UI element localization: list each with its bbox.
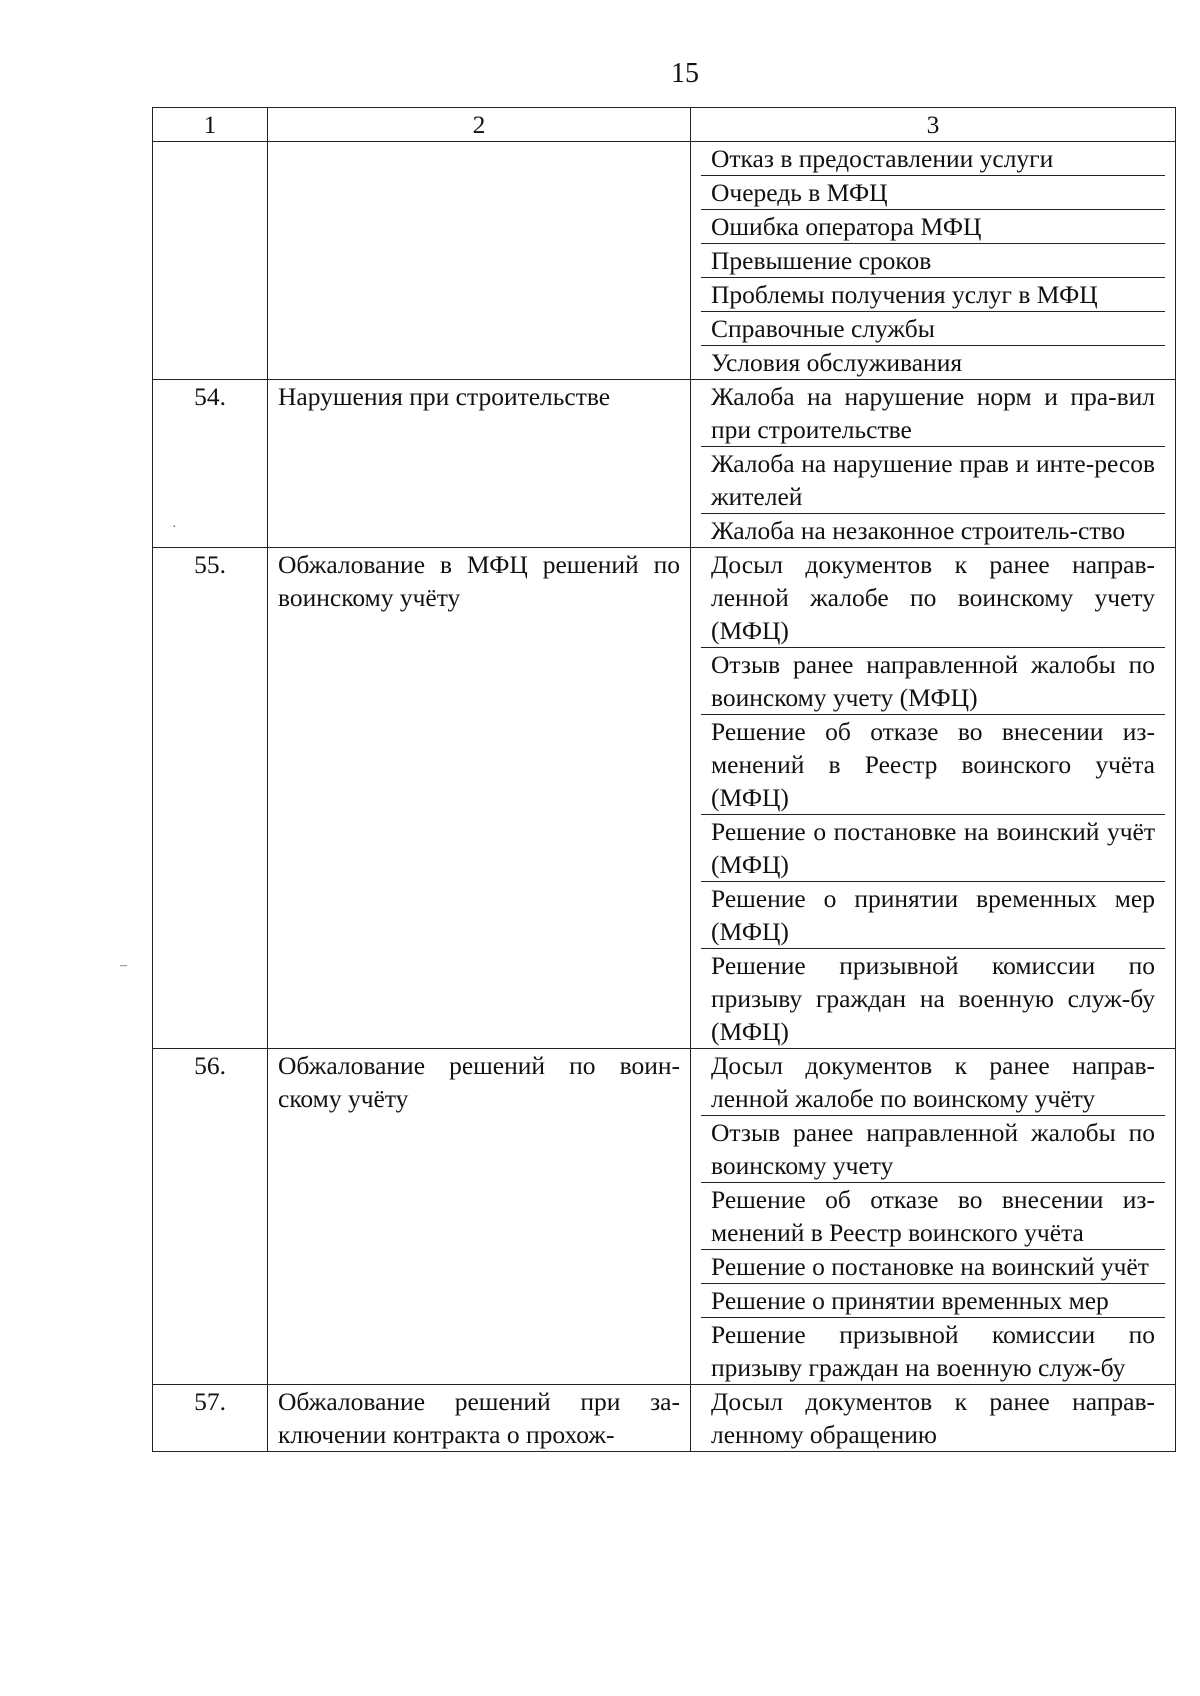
row-category bbox=[268, 142, 691, 380]
subtopic-item: Решение об отказе во внесении из-менений в Реестр воинского учёта (МФЦ) bbox=[701, 714, 1165, 814]
header-col-3: 3 bbox=[691, 108, 1176, 142]
subtopic-item: Решение о принятии временных мер bbox=[701, 1283, 1165, 1317]
subtopic-item: Отзыв ранее направленной жалобы по воинскому учету (МФЦ) bbox=[701, 647, 1165, 714]
header-col-1: 1 bbox=[153, 108, 268, 142]
row-number: 57. bbox=[153, 1385, 268, 1452]
subtopic-item: Решение о принятии временных мер (МФЦ) bbox=[701, 881, 1165, 948]
row-subtopics bbox=[691, 142, 1176, 380]
subtopic-item: Проблемы получения услуг в МФЦ bbox=[701, 277, 1165, 311]
subtopic-item: Отказ в предоставлении услуги bbox=[711, 144, 1054, 173]
row-category: Обжалование в МФЦ решений по воинскому учёту bbox=[268, 548, 691, 1049]
subtopic-item: Справочные службы bbox=[701, 311, 1165, 345]
scan-speck: – bbox=[120, 958, 127, 973]
table-row bbox=[153, 142, 1176, 380]
table-row bbox=[153, 1049, 1176, 1385]
row-number: 56. bbox=[153, 1049, 268, 1385]
subtopic-item: Досыл документов к ранее направ-ленной жалобе по воинскому учёту bbox=[711, 1051, 1155, 1113]
subtopic-item: Решение о постановке на воинский учёт (МФЦ) bbox=[701, 814, 1165, 881]
classifier-table bbox=[152, 107, 1176, 1452]
subtopic-item: Жалоба на незаконное строитель-ство bbox=[701, 513, 1165, 547]
subtopic-item: Досыл документов к ранее направ-ленной жалобе по воинскому учету (МФЦ) bbox=[711, 550, 1155, 645]
row-subtopics bbox=[691, 380, 1176, 548]
subtopic-item: Отзыв ранее направленной жалобы по воинскому учету bbox=[701, 1115, 1165, 1182]
subtopic-item: Превышение сроков bbox=[701, 243, 1165, 277]
table-header-row bbox=[153, 108, 1176, 142]
header-col-2: 2 bbox=[268, 108, 691, 142]
row-category: Обжалование решений при за-ключении контракта о прохож- bbox=[268, 1385, 691, 1452]
subtopic-item: Решение о постановке на воинский учёт bbox=[701, 1249, 1165, 1283]
table-row bbox=[153, 1385, 1176, 1452]
subtopic-item: Жалоба на нарушение норм и пра-вил при строительстве bbox=[711, 382, 1155, 444]
row-number: 54. bbox=[153, 380, 268, 548]
subtopic-item: Ошибка оператора МФЦ bbox=[701, 209, 1165, 243]
table-row bbox=[153, 548, 1176, 1049]
scan-speck: · bbox=[172, 520, 177, 535]
row-subtopics bbox=[691, 1385, 1176, 1452]
row-category: Нарушения при строительстве bbox=[268, 380, 691, 548]
subtopic-item: Условия обслуживания bbox=[701, 345, 1165, 379]
row-number bbox=[153, 142, 268, 380]
subtopic-item: Решение об отказе во внесении из-менений в Реестр воинского учёта bbox=[701, 1182, 1165, 1249]
subtopic-item: Решение призывной комиссии по призыву граждан на военную служ-бу bbox=[701, 1317, 1165, 1384]
subtopic-item: Очередь в МФЦ bbox=[701, 175, 1165, 209]
row-subtopics bbox=[691, 1049, 1176, 1385]
row-number: 55. bbox=[153, 548, 268, 1049]
subtopic-item: Решение призывной комиссии по призыву граждан на военную служ-бу (МФЦ) bbox=[701, 948, 1165, 1048]
table-row bbox=[153, 380, 1176, 548]
page-number: 15 bbox=[671, 58, 699, 89]
row-subtopics bbox=[691, 548, 1176, 1049]
subtopic-item: Досыл документов к ранее направ-ленному обращению bbox=[711, 1387, 1155, 1449]
subtopic-item: Жалоба на нарушение прав и инте-ресов жителей bbox=[701, 446, 1165, 513]
row-category: Обжалование решений по воин-скому учёту bbox=[268, 1049, 691, 1385]
